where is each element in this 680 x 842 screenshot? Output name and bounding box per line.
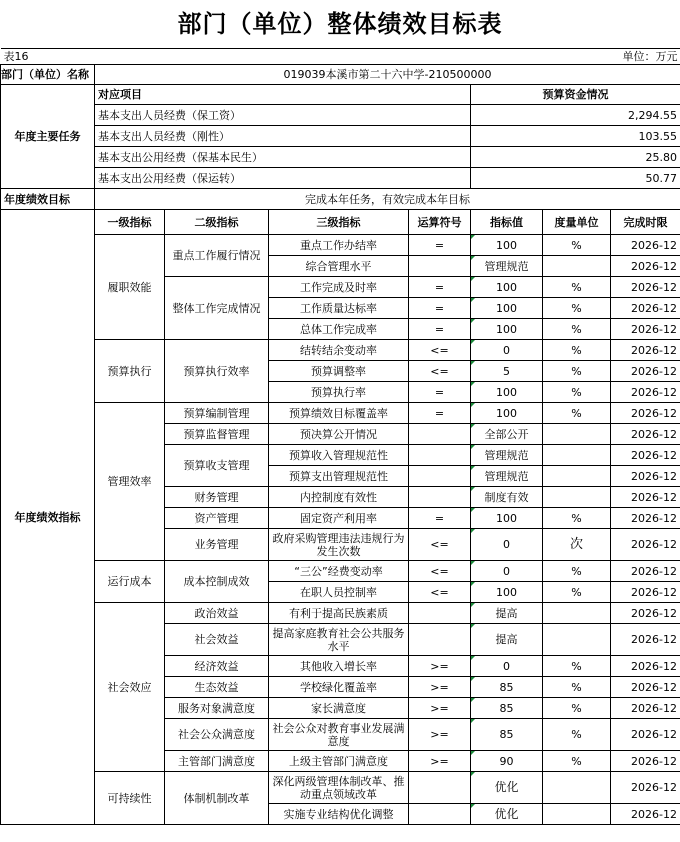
time-cell: 2026-12 [611,340,680,361]
l1-indicator: 管理效率 [95,403,165,561]
unit-cell [543,256,611,277]
col-item-header: 对应项目 [95,85,471,105]
l2-indicator: 成本控制成效 [165,561,269,603]
time-cell: 2026-12 [611,235,680,256]
time-cell: 2026-12 [611,529,680,561]
value-cell: 优化 [471,804,543,825]
l3-indicator: 预算收入管理规范性 [269,445,409,466]
value-cell: 管理规范 [471,445,543,466]
op-cell: >= [409,677,471,698]
value-cell: 100 [471,508,543,529]
header-l2: 二级指标 [165,210,269,235]
task-item: 基本支出人员经费（保工资） [95,105,471,126]
time-cell: 2026-12 [611,751,680,772]
main-tasks-label: 年度主要任务 [1,85,95,189]
value-cell: 0 [471,340,543,361]
time-cell: 2026-12 [611,487,680,508]
unit-cell: % [543,298,611,319]
value-cell: 100 [471,382,543,403]
op-cell: >= [409,698,471,719]
op-cell: = [409,403,471,424]
l3-indicator: 预算绩效目标覆盖率 [269,403,409,424]
unit-label: 单位：万元 [543,49,680,65]
value-cell: 管理规范 [471,466,543,487]
time-cell: 2026-12 [611,656,680,677]
l3-indicator: 深化两级管理体制改革、推动重点领域改革 [269,772,409,804]
op-cell [409,424,471,445]
unit-cell [543,804,611,825]
op-cell: >= [409,751,471,772]
unit-cell: % [543,235,611,256]
time-cell: 2026-12 [611,677,680,698]
time-cell: 2026-12 [611,256,680,277]
op-cell: <= [409,582,471,603]
unit-cell: % [543,656,611,677]
task-amount: 25.80 [471,147,680,168]
unit-cell [543,603,611,624]
l3-indicator: 工作完成及时率 [269,277,409,298]
performance-table [0,48,680,825]
op-cell [409,466,471,487]
op-cell [409,624,471,656]
unit-cell [543,466,611,487]
value-cell: 0 [471,656,543,677]
l2-indicator: 预算执行效率 [165,340,269,403]
l2-indicator: 经济效益 [165,656,269,677]
value-cell: 100 [471,298,543,319]
time-cell: 2026-12 [611,277,680,298]
task-amount: 50.77 [471,168,680,189]
unit-cell [543,487,611,508]
l3-indicator: 内控制度有效性 [269,487,409,508]
header-l1: 一级指标 [95,210,165,235]
time-cell: 2026-12 [611,508,680,529]
value-cell: 0 [471,561,543,582]
l2-indicator: 资产管理 [165,508,269,529]
time-cell: 2026-12 [611,772,680,804]
op-cell: <= [409,340,471,361]
time-cell: 2026-12 [611,582,680,603]
unit-cell: % [543,361,611,382]
time-cell: 2026-12 [611,424,680,445]
l2-indicator: 财务管理 [165,487,269,508]
l3-indicator: 社会公众对教育事业发展满意度 [269,719,409,751]
l2-indicator: 社会公众满意度 [165,719,269,751]
l2-indicator: 服务对象满意度 [165,698,269,719]
value-cell: 100 [471,403,543,424]
time-cell: 2026-12 [611,361,680,382]
l3-indicator: 固定资产利用率 [269,508,409,529]
l2-indicator: 整体工作完成情况 [165,277,269,340]
time-cell: 2026-12 [611,719,680,751]
l1-indicator: 社会效应 [95,603,165,772]
time-cell: 2026-12 [611,466,680,487]
l2-indicator: 预算收支管理 [165,445,269,487]
header-op: 运算符号 [409,210,471,235]
value-cell: 85 [471,698,543,719]
unit-cell: % [543,403,611,424]
l3-indicator: 上级主管部门满意度 [269,751,409,772]
dept-value: 019039本溪市第二十六中学-210500000 [95,65,680,85]
l1-indicator: 可持续性 [95,772,165,825]
value-cell: 100 [471,319,543,340]
unit-cell: % [543,582,611,603]
l2-indicator: 政治效益 [165,603,269,624]
l3-indicator: 工作质量达标率 [269,298,409,319]
time-cell: 2026-12 [611,445,680,466]
col-budget-header: 预算资金情况 [471,85,680,105]
value-cell: 制度有效 [471,487,543,508]
task-item: 基本支出公用经费（保运转） [95,168,471,189]
l2-indicator: 主管部门满意度 [165,751,269,772]
l2-indicator: 生态效益 [165,677,269,698]
l3-indicator: 政府采购管理违法违规行为发生次数 [269,529,409,561]
task-amount: 2,294.55 [471,105,680,126]
l3-indicator: 其他收入增长率 [269,656,409,677]
unit-cell: 次 [543,529,611,561]
op-cell: = [409,277,471,298]
op-cell: <= [409,361,471,382]
time-cell: 2026-12 [611,561,680,582]
l3-indicator: 预算调整率 [269,361,409,382]
l1-indicator: 预算执行 [95,340,165,403]
value-cell: 85 [471,677,543,698]
unit-cell [543,772,611,804]
value-cell: 100 [471,582,543,603]
unit-cell: % [543,508,611,529]
op-cell: = [409,298,471,319]
l1-indicator: 运行成本 [95,561,165,603]
time-cell: 2026-12 [611,603,680,624]
op-cell [409,772,471,804]
l2-indicator: 社会效益 [165,624,269,656]
op-cell: = [409,235,471,256]
goal-value: 完成本年任务，有效完成本年目标 [95,189,680,210]
l3-indicator: 提高家庭教育社会公共服务水平 [269,624,409,656]
time-cell: 2026-12 [611,298,680,319]
unit-cell: % [543,277,611,298]
l3-indicator: 预算支出管理规范性 [269,466,409,487]
goal-label: 年度绩效目标 [1,189,95,210]
l1-indicator: 履职效能 [95,235,165,340]
value-cell: 管理规范 [471,256,543,277]
op-cell: >= [409,719,471,751]
l3-indicator: 家长满意度 [269,698,409,719]
op-cell [409,445,471,466]
op-cell [409,256,471,277]
value-cell: 优化 [471,772,543,804]
op-cell [409,804,471,825]
task-amount: 103.55 [471,126,680,147]
l3-indicator: 结转结余变动率 [269,340,409,361]
unit-cell [543,445,611,466]
value-cell: 90 [471,751,543,772]
l2-indicator: 预算编制管理 [165,403,269,424]
time-cell: 2026-12 [611,624,680,656]
op-cell: <= [409,561,471,582]
op-cell [409,487,471,508]
l3-indicator: 有利于提高民族素质 [269,603,409,624]
l3-indicator: 预决算公开情况 [269,424,409,445]
unit-cell: % [543,340,611,361]
op-cell: >= [409,656,471,677]
unit-cell: % [543,751,611,772]
unit-cell: % [543,719,611,751]
value-cell: 100 [471,277,543,298]
unit-cell: % [543,319,611,340]
l3-indicator: 综合管理水平 [269,256,409,277]
l3-indicator: 在职人员控制率 [269,582,409,603]
header-time: 完成时限 [611,210,680,235]
value-cell: 提高 [471,624,543,656]
dept-label: 部门（单位）名称 [1,65,95,85]
l2-indicator: 重点工作履行情况 [165,235,269,277]
table-number: 表16 [1,49,165,65]
header-l3: 三级指标 [269,210,409,235]
l2-indicator: 预算监督管理 [165,424,269,445]
indicators-label: 年度绩效指标 [1,210,95,825]
op-cell: = [409,508,471,529]
value-cell: 85 [471,719,543,751]
op-cell [409,603,471,624]
op-cell: <= [409,529,471,561]
task-item: 基本支出公用经费（保基本民生） [95,147,471,168]
l2-indicator: 业务管理 [165,529,269,561]
time-cell: 2026-12 [611,403,680,424]
value-cell: 全部公开 [471,424,543,445]
l3-indicator: 实施专业结构优化调整 [269,804,409,825]
unit-cell: % [543,677,611,698]
time-cell: 2026-12 [611,804,680,825]
value-cell: 100 [471,235,543,256]
value-cell: 提高 [471,603,543,624]
task-item: 基本支出人员经费（刚性） [95,126,471,147]
l3-indicator: 学校绿化覆盖率 [269,677,409,698]
unit-cell [543,424,611,445]
time-cell: 2026-12 [611,698,680,719]
unit-cell: % [543,698,611,719]
unit-cell: % [543,382,611,403]
header-value: 指标值 [471,210,543,235]
time-cell: 2026-12 [611,319,680,340]
l3-indicator: 重点工作办结率 [269,235,409,256]
op-cell: = [409,382,471,403]
l3-indicator: 总体工作完成率 [269,319,409,340]
time-cell: 2026-12 [611,382,680,403]
l3-indicator: “三公”经费变动率 [269,561,409,582]
unit-cell: % [543,561,611,582]
value-cell: 5 [471,361,543,382]
op-cell: = [409,319,471,340]
value-cell: 0 [471,529,543,561]
header-unit: 度量单位 [543,210,611,235]
l2-indicator: 体制机制改革 [165,772,269,825]
l3-indicator: 预算执行率 [269,382,409,403]
unit-cell [543,624,611,656]
page-title: 部门（单位）整体绩效目标表 [177,10,503,38]
